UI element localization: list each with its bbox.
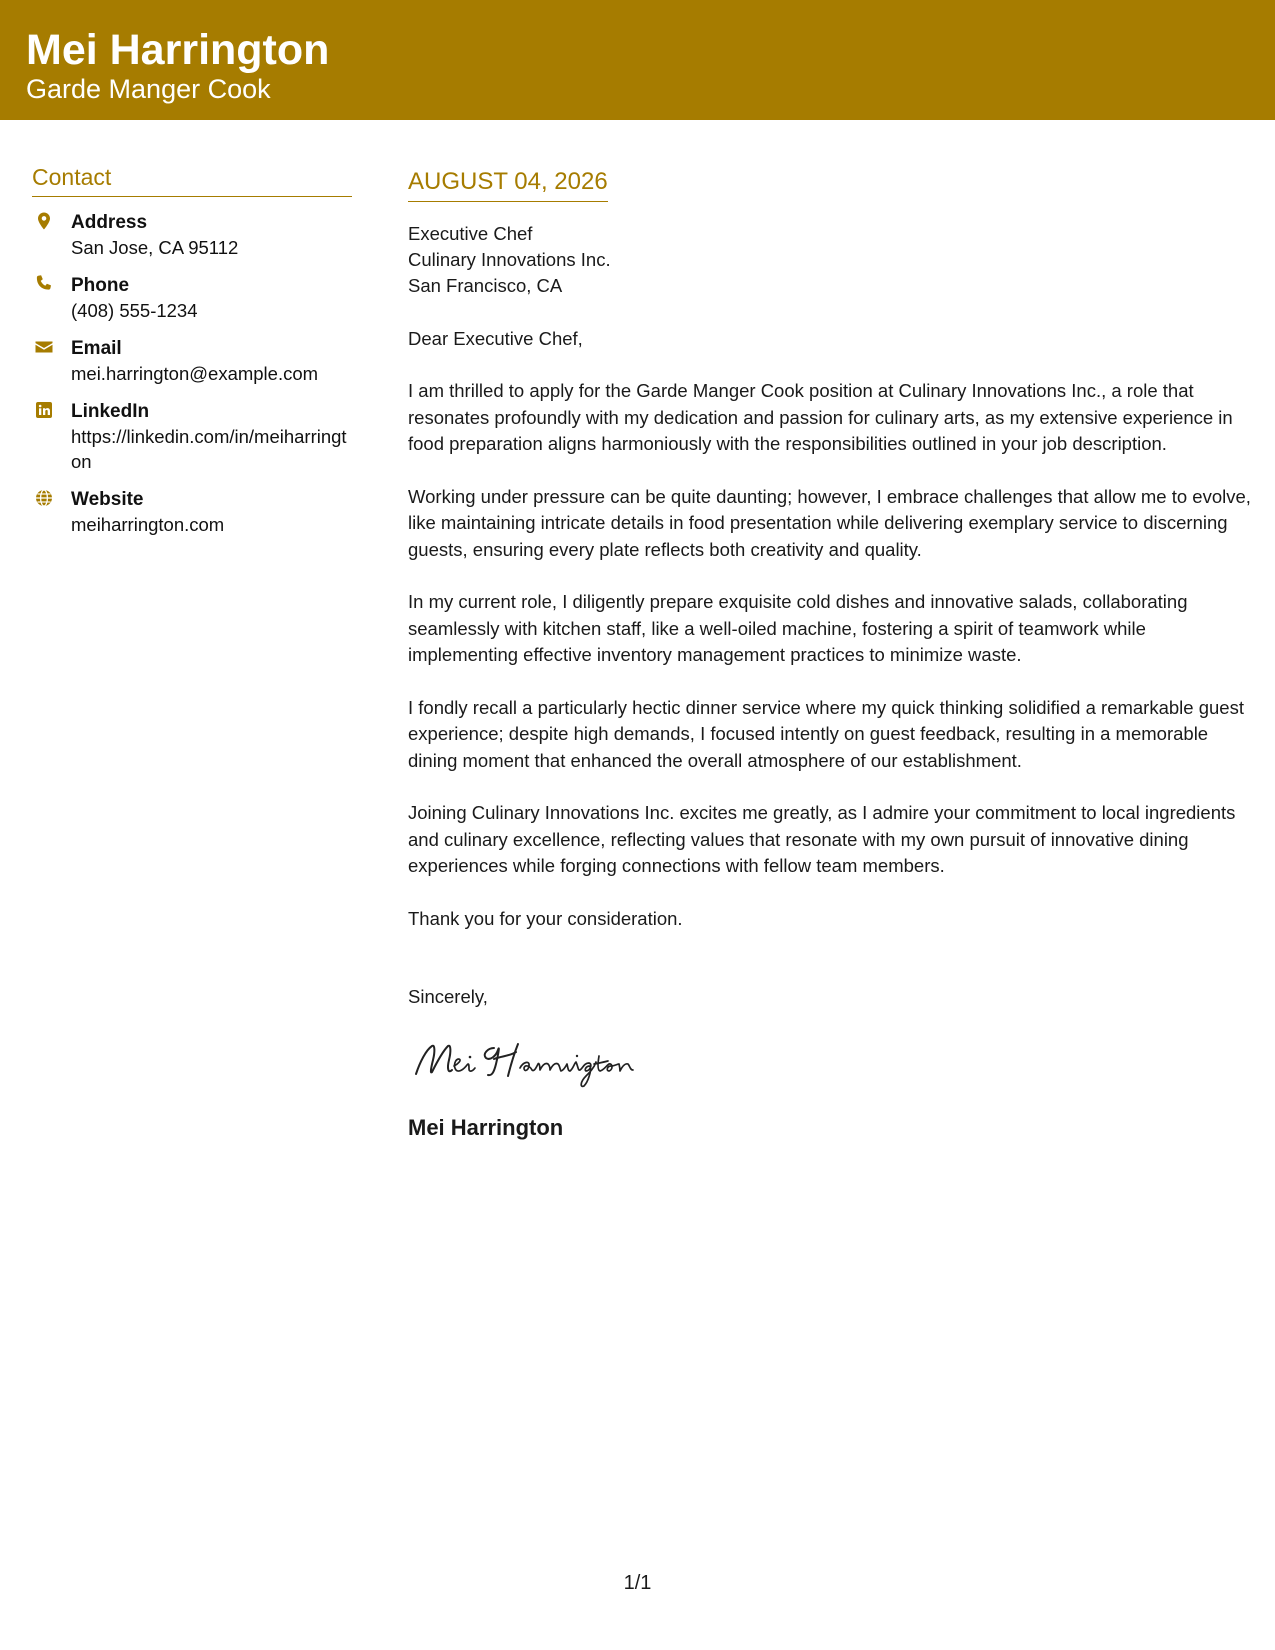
linkedin-value[interactable]: https://linkedin.com/in/meiharrington (71, 426, 347, 472)
map-pin-icon (34, 211, 54, 231)
paragraph: I am thrilled to apply for the Garde Manger Cook position at Culinary Innovations Inc., a role that resonates profoundly with my dedication and passion for culinary arts, as my extensive experience in food preparation aligns harmoniously with the responsibilities outlined in your job description. (408, 380, 1233, 454)
job-title: Garde Manger Cook (26, 74, 271, 104)
recipient-location: San Francisco, CA (408, 275, 563, 296)
phone-value: (408) 555-1234 (71, 300, 198, 321)
handwritten-signature (408, 1026, 668, 1096)
page-number: 1/1 (623, 1572, 652, 1594)
contact-website (32, 487, 352, 537)
website-value[interactable]: meiharrington.com (71, 514, 225, 535)
letter-body (408, 166, 1253, 1143)
contact-address (32, 210, 352, 260)
paragraph: Joining Culinary Innovations Inc. excites me greatly, as I admire your commitment to local ingredients and culinary excellence, reflecting values that resonate with my own pursuit of innovative dining experiences while forging connections with fellow team members. (408, 802, 1236, 876)
address-value: San Jose, CA 95112 (71, 237, 239, 258)
contact-email (32, 336, 352, 386)
paragraph: In my current role, I diligently prepare exquisite cold dishes and innovative salads, collaborating seamlessly with kitchen staff, like a well-oiled machine, fostering a spirit of teamwork while implementing effective inventory management practices to minimize waste. (408, 591, 1188, 665)
greeting: Dear Executive Chef, (408, 328, 583, 349)
contact-heading: Contact (32, 162, 352, 197)
recipient-block (408, 221, 1253, 299)
website-label: Website (71, 489, 144, 510)
linkedin-label: LinkedIn (71, 401, 150, 422)
globe-icon (34, 488, 54, 508)
phone-icon (34, 274, 54, 294)
envelope-icon (34, 337, 54, 357)
contact-phone (32, 273, 352, 323)
applicant-name: Mei Harrington (26, 26, 330, 74)
closing: Sincerely, (408, 986, 488, 1007)
paragraph: I fondly recall a particularly hectic dinner service where my quick thinking solidified a remarkable guest experience; despite high demands, I focused intently on guest feedback, resulting in a memorable dining moment that enhanced the overall atmosphere of our establishment. (408, 696, 1244, 771)
signer-name: Mei Harrington (408, 1115, 564, 1140)
recipient-title: Executive Chef (408, 223, 533, 244)
letter-date: AUGUST 04, 2026 (408, 166, 608, 202)
address-label: Address (71, 212, 148, 233)
email-label: Email (71, 338, 122, 359)
recipient-company: Culinary Innovations Inc. (408, 249, 611, 270)
contact-sidebar (32, 162, 352, 537)
phone-label: Phone (71, 275, 130, 296)
header-banner (0, 0, 1275, 120)
contact-linkedin (32, 399, 352, 474)
paragraph: Thank you for your consideration. (408, 907, 683, 929)
paragraph: Working under pressure can be quite daunting; however, I embrace challenges that allow me to evolve, like maintaining intricate details in food presentation while delivering exemplary service to discerning guests, ensuring every plate reflects both creativity and quality. (408, 485, 1251, 560)
email-value[interactable]: mei.harrington@example.com (71, 363, 319, 384)
linkedin-icon (34, 400, 54, 420)
